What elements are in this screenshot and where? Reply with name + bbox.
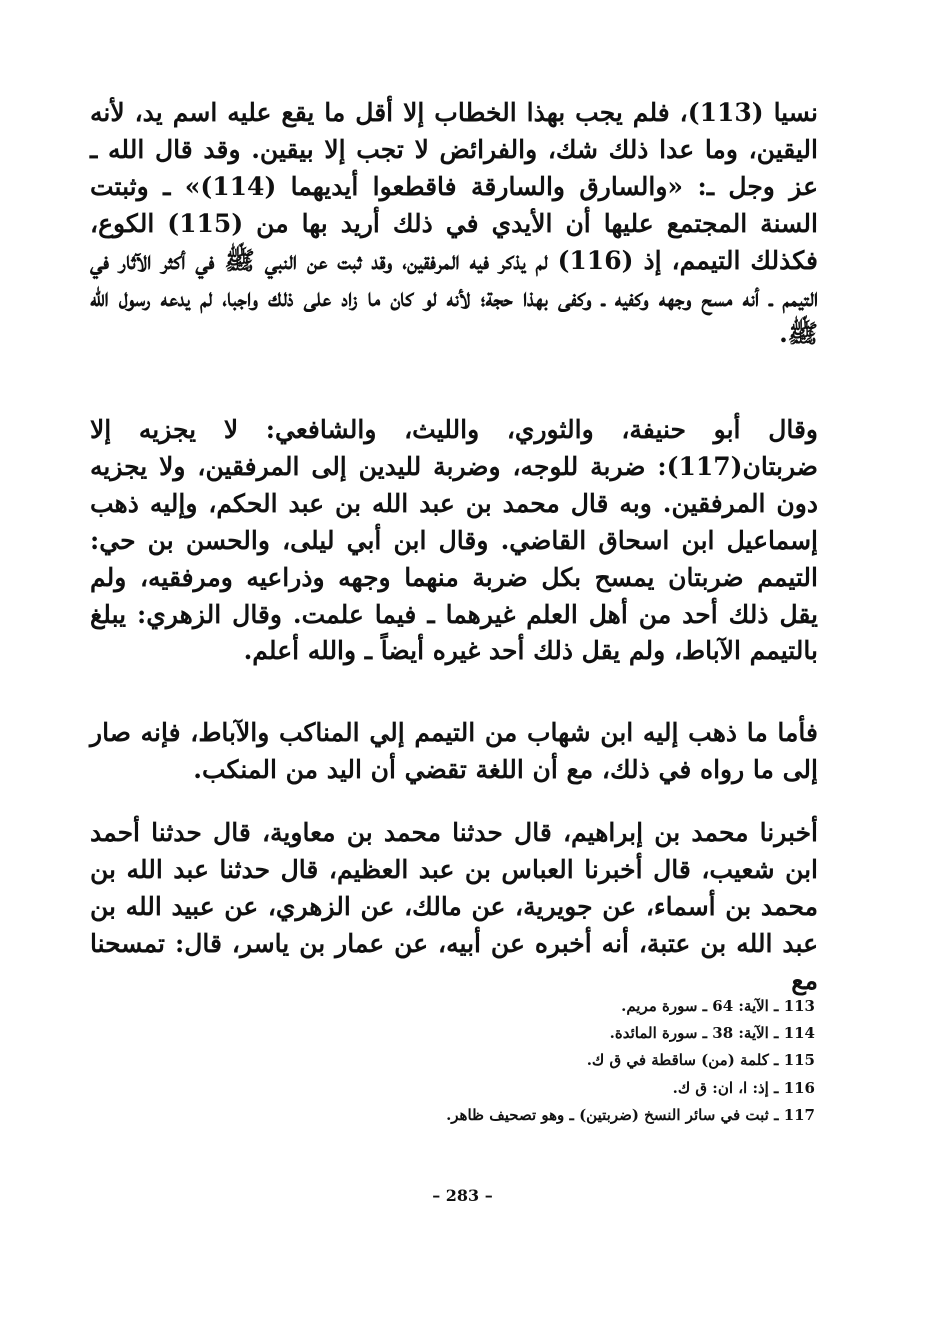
footnote-117: 117 ـ ثبت في سائر النسخ (ضربتين) ـ وهو تصحيف ظاهر.	[446, 1105, 815, 1124]
paragraph-text: أخبرنا محمد بن إبراهيم، قال حدثنا محمد بن معاوية، قال حدثنا أحمد ابن شعيب، قال أخبرنا العباس بن عبد العظيم، قال حدثنا عبد الله بن محمد بن أسماء، عن جويرية، عن مالك، عن الزهري، عن عبيد الله بن عبد الله بن عتبة، أنه أخبره عن أبيه، عن عمار بن ياسر، قال: تمسحنا مع	[90, 818, 818, 995]
paragraph-text: وقال أبو حنيفة، والثوري، والليث، والشافعي: لا يجزيه إلا ضربتان(117): ضربة للوجه، وضربة لليدين إلى المرفقين، ولا يجزيه دون المرفقين. وبه قال محمد بن عبد الله بن عبد الحكم، وإليه ذهب إسماعيل ابن اسحاق القاضي. وقال ابن أبي ليلى، والحسن بن حي: التيمم ضربتان يمسح بكل ضربة منهما وجهه وذراعيه ومرفقيه، ولم يقل ذلك أحد من أهل العلم غيرهما ـ فيما علمت. وقال الزهري: يبلغ بالتيمم الآباط، ولم يقل ذلك أحد غيره أيضاً ـ والله أعلم.	[90, 415, 818, 666]
paragraph-text: نسيا (113)، فلم يجب بهذا الخطاب إلا أقل ما يقع عليه اسم يد، لأنه اليقين، وما عدا ذلك شك، والفرائض لا تجب إلا بيقين. وقد قال الله ـ عز وجل ـ: «والسارق والسارقة فاقطعوا أيديهما (114)» ـ وثبتت السنة المجتمع عليها أن الأيدي في ذلك أريد بها من (115) الكوع، فكذلك التيمم، إذ (116) لم يذكر فيه المرفقين، وقد ثبت عن النبي ﷺ في أكثر الآثار في التيمم ـ أنه مسح وجهه وكفيه ـ وكفى بهذا حجة؛ لأنه لو كان ما زاد على ذلك واجبا، لم يدعه رسول الله ﷺ.	[90, 98, 818, 349]
body-paragraph-2	[90, 412, 818, 670]
body-paragraph-3	[90, 715, 818, 789]
body-paragraph-4	[90, 815, 818, 1000]
page-number: – 283 –	[432, 1186, 493, 1205]
footnote-116: 116 ـ إذ: ا، ان: ق ك.	[672, 1078, 815, 1097]
paragraph-text: فأما ما ذهب إليه ابن شهاب من التيمم إلي المناكب والآباط، فإنه صار إلى ما رواه في ذلك، مع أن اللغة تقضي أن اليد من المنكب.	[90, 718, 818, 784]
footnote-115: 115 ـ كلمة (من) ساقطة في ق ك.	[586, 1051, 815, 1070]
footnote-114: 114 ـ الآية: 38 ـ سورة المائدة.	[609, 1024, 815, 1043]
body-paragraph-1	[90, 95, 818, 353]
footnote-113: 113 ـ الآية: 64 ـ سورة مريم.	[621, 997, 815, 1015]
footnotes	[300, 993, 815, 1129]
